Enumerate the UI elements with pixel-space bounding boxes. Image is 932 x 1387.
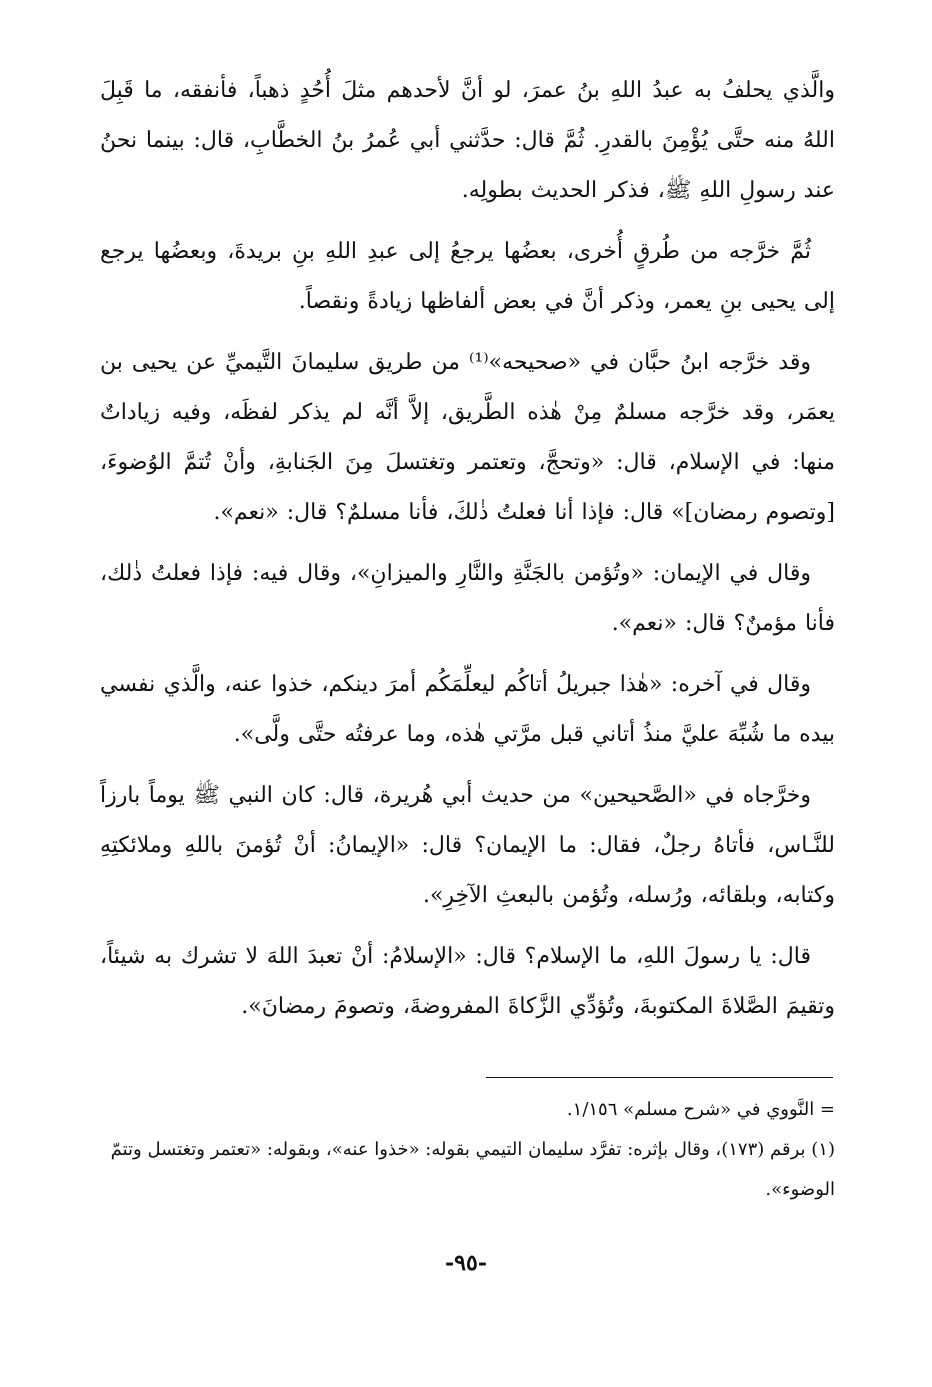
paragraph-4: وقال في الإيمان: «وتُؤمن بالجَنَّةِ والنَّارِ والميزانِ»، وقال فيه: فإذا فعلتُ ذٰلك، فأنا مؤمنٌ؟ قال: «نعم». [100,561,835,636]
footnotes [100,1090,835,1210]
main-text [100,66,835,1043]
footnote-1: (١) برقم (١٧٣)، وقال بإثره: تفرَّد سليمان التيمي بقوله: «خذوا عنه»، وبقوله: «تعتمر وتغتسل وتتمّ الوضوء». [110,1139,835,1200]
paragraph-7: قال: يا رسولَ اللهِ، ما الإسلام؟ قال: «الإسلامُ: أنْ تعبدَ اللهَ لا تشرك به شيئاً، وتقيمَ الصَّلاةَ المكتوبةَ، وتُؤدِّي الزَّكاةَ المفروضةَ، وتصومَ رمضانَ». [100,944,835,1019]
paragraph-3: وقد خرَّجه ابنُ حبَّان في «صحيحه»⁽¹⁾ من طريق سليمانَ التَّيميِّ عن يحيى بن يعمَر، وقد خرَّجه مسلمٌ مِنْ هٰذه الطَّريق، إلاَّ أنَّه لم يذكر لفظَه، وفيه زياداتٌ منها: في الإسلام، قال: «وتحجَّ، وتعتمر وتغتسلَ مِنَ الجَنابةِ، وأنْ تُتمَّ الوُضوءَ، [وتصوم رمضان]» قال: فإذا أنا فعلتُ ذٰلكَ، فأنا مسلمٌ؟ قال: «نعم». [100,350,835,525]
paragraph-1: والَّذي يحلفُ به عبدُ اللهِ بنُ عمرَ، لو أنَّ لأحدهم مثلَ أُحُدٍ ذهباً، فأنفقه، ما قَبِلَ اللهُ منه حتَّى يُؤْمِنَ بالقدرِ. ثُمَّ قال: حدَّثني أبي عُمرُ بنُ الخطَّابِ، قال: بينما نحنُ عند رسولِ اللهِ ﷺ، فذكر الحديث بطولِه. [100,78,835,203]
page-number: -٩٥- [445,1250,487,1276]
paragraph-2: ثُمَّ خرَّجه من طُرقٍ أُخرى، بعضُها يرجعُ إلى عبدِ اللهِ بنِ بريدةَ، وبعضُها يرجع إلى يحيى بنِ يعمر، وذكر أنَّ في بعض ألفاظها زيادةً ونقصاً. [100,239,835,314]
paragraph-6: وخرَّجاه في «الصَّحيحين» من حديث أبي هُريرة، قال: كان النبي ﷺ يوماً بارزاً للنَّـاس، فأتاهُ رجلٌ، فقال: ما الإيمان؟ قال: «الإيمانُ: أنْ تُؤمنَ باللهِ وملائكتِهِ وكتابه، وبلقائه، ورُسله، وتُؤمن بالبعثِ الآخِرِ». [100,783,835,908]
paragraph-5: وقال في آخره: «هٰذا جبريلُ أتاكُم ليعلِّمَكُم أمرَ دينكم، خذوا عنه، والَّذي نفسي بيده ما شُبِّهَ عليَّ منذُ أتاني قبل مرَّتي هٰذه، وما عرفتُه حتَّى ولَّى». [100,672,835,747]
footnote-continuation: = النَّووي في «شرح مسلم» ١/١٥٦. [566,1099,835,1120]
footnote-separator [486,1077,833,1078]
